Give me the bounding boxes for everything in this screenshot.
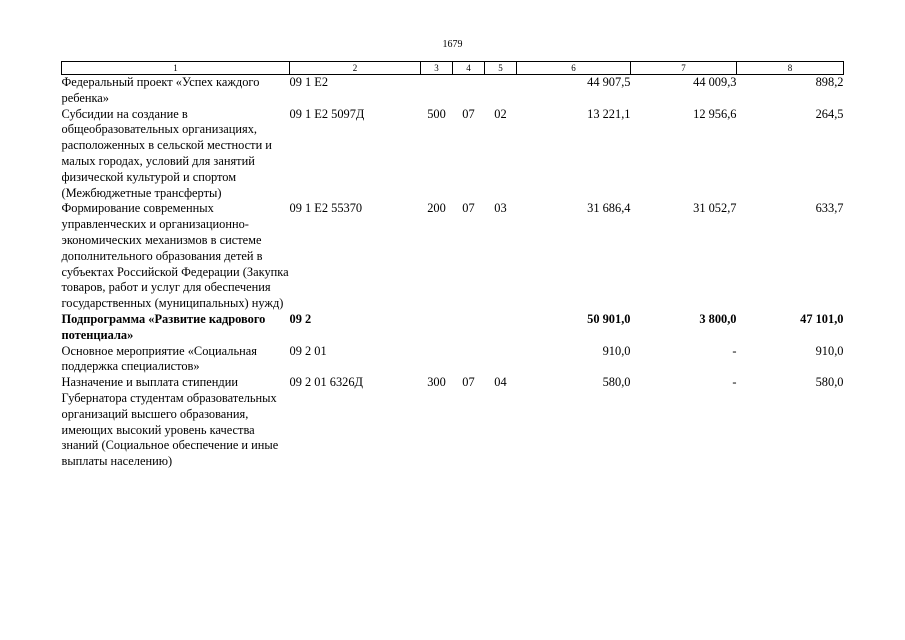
row-col3: 200	[427, 201, 446, 216]
row-code: 09 1 E2 5097Д	[289, 106, 365, 121]
row-col5	[485, 312, 517, 344]
row-code: 09 2 01 6326Д	[289, 375, 364, 390]
row-name: Субсидии на создание в общеобразовательных организациях, расположенных в сельской местности и малых городах, условий для занятий физической культурой и спортом (Межбюджетные трансферты)	[61, 106, 272, 200]
table-row	[62, 312, 844, 344]
row-name: Формирование современных управленческих и организационно-экономических механизмов в системе дополнительного образования детей в субъектах Российской Федерации (Закупка товаров, работ и услуг для обеспечения государственных (муниципальных) нужд)	[61, 201, 289, 311]
row-value-8: 47 101,0	[800, 311, 844, 326]
table-row	[62, 375, 844, 470]
row-value-6: 50 901,0	[587, 311, 631, 326]
column-header-5: 5	[485, 62, 517, 75]
row-value-7: 12 956,6	[693, 106, 737, 121]
row-value-6: 44 907,5	[587, 75, 631, 89]
row-name: Основное мероприятие «Социальная поддержка специалистов»	[61, 343, 257, 374]
page-number: 1679	[442, 39, 463, 50]
row-col5: 04	[494, 375, 507, 390]
row-value-7: -	[732, 343, 737, 358]
column-header-2: 2	[290, 62, 421, 75]
row-code: 09 1 E2 55370	[289, 201, 363, 216]
column-number-header-row	[62, 62, 844, 75]
row-col5	[485, 344, 517, 376]
table-row	[62, 75, 844, 107]
row-col4: 07	[462, 375, 475, 390]
row-value-8: 633,7	[815, 201, 844, 216]
row-value-8: 898,2	[815, 75, 844, 89]
row-value-8: 580,0	[815, 375, 844, 390]
budget-table	[61, 61, 844, 470]
row-name: Федеральный проект «Успех каждого ребенка»	[61, 75, 260, 105]
row-code: 09 2 01	[289, 343, 327, 358]
row-value-6: 13 221,1	[587, 106, 631, 121]
row-name: Подпрограмма «Развитие кадрового потенциала»	[61, 311, 266, 342]
row-col3	[421, 75, 453, 107]
column-header-1: 1	[62, 62, 290, 75]
row-value-6: 580,0	[602, 375, 631, 390]
row-value-7: 44 009,3	[693, 75, 737, 89]
column-header-4: 4	[453, 62, 485, 75]
table-row	[62, 344, 844, 376]
row-col4	[453, 312, 485, 344]
column-header-8: 8	[737, 62, 844, 75]
table-row	[62, 201, 844, 312]
row-value-8: 264,5	[815, 106, 844, 121]
row-value-6: 31 686,4	[587, 201, 631, 216]
row-value-8: 910,0	[815, 343, 844, 358]
row-value-7: 31 052,7	[693, 201, 737, 216]
row-col4	[453, 75, 485, 107]
table-body	[62, 75, 844, 470]
row-code: 09 1 E2	[289, 75, 329, 89]
row-col3	[421, 344, 453, 376]
row-col5: 02	[494, 106, 507, 121]
table-row	[62, 107, 844, 202]
row-code: 09 2	[289, 311, 312, 326]
column-header-7: 7	[631, 62, 737, 75]
row-col3	[421, 312, 453, 344]
row-col5	[485, 75, 517, 107]
row-col4: 07	[462, 201, 475, 216]
row-col4: 07	[462, 106, 475, 121]
row-value-7: 3 800,0	[699, 311, 737, 326]
row-col3: 300	[427, 375, 446, 390]
column-header-3: 3	[421, 62, 453, 75]
row-name: Назначение и выплата стипендии Губернатора студентам образовательных организаций высшего образования, имеющих высокий уровень качества знаний (Социальное обеспечение и иные выплаты населению)	[61, 375, 279, 469]
row-col4	[453, 344, 485, 376]
row-value-6: 910,0	[602, 343, 631, 358]
row-col5: 03	[494, 201, 507, 216]
row-col3: 500	[427, 106, 446, 121]
row-value-7: -	[732, 375, 737, 390]
column-header-6: 6	[517, 62, 631, 75]
